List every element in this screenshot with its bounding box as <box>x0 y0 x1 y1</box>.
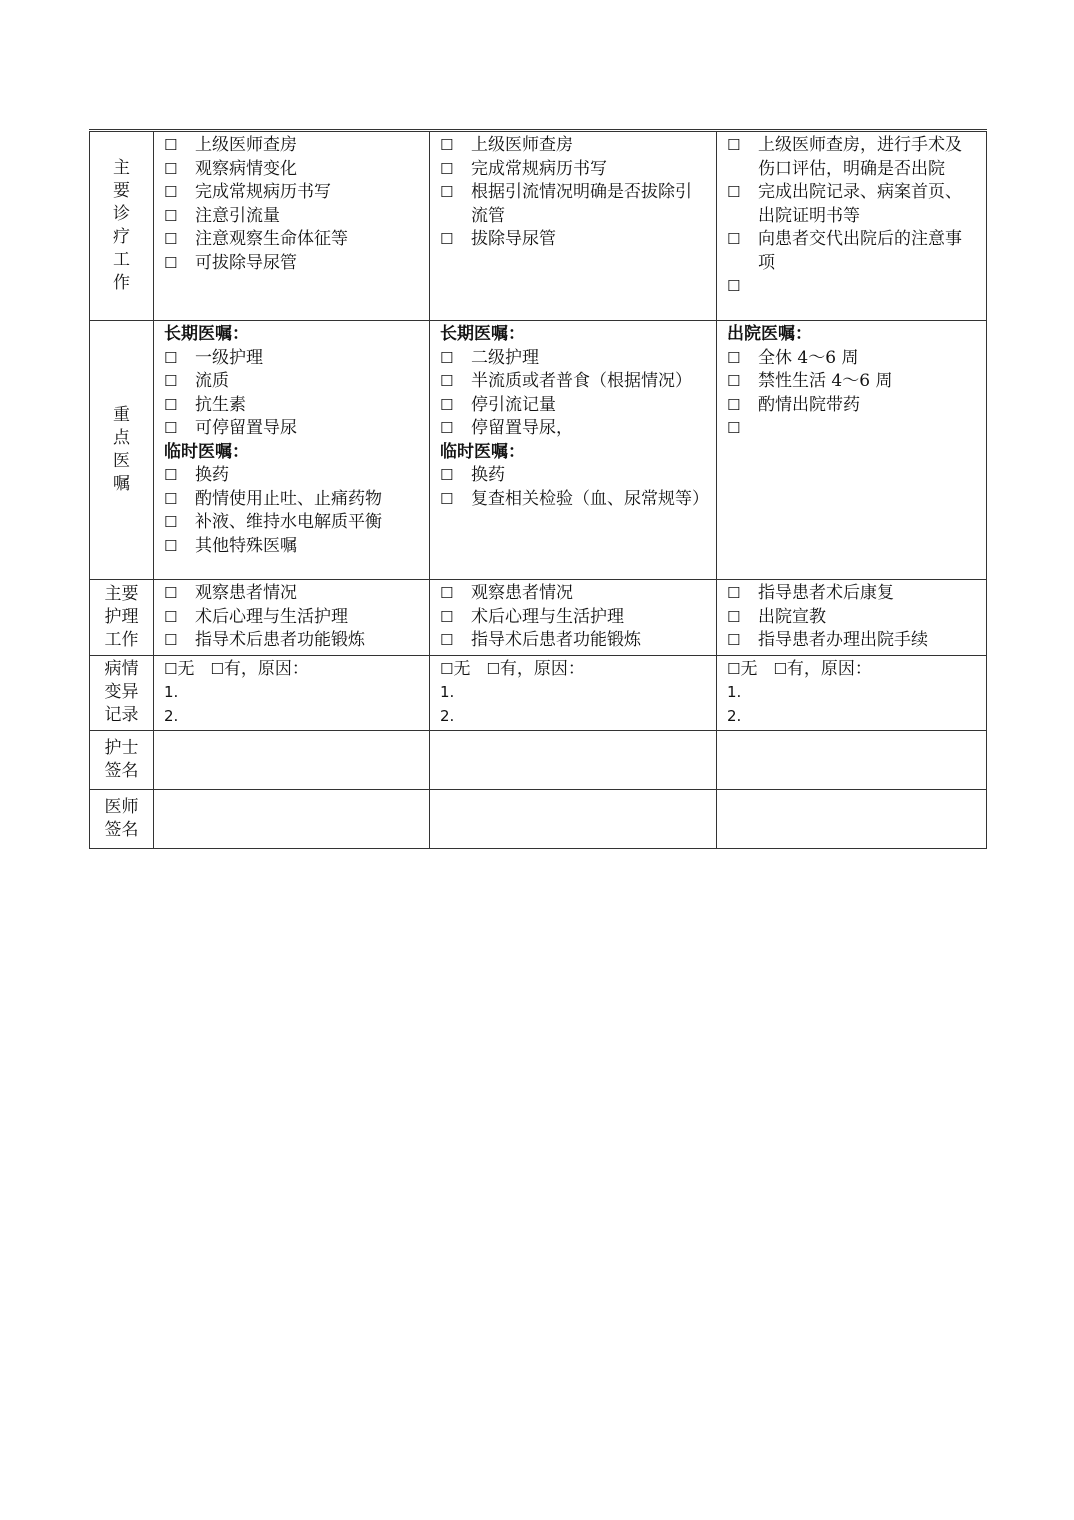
checkbox-icon[interactable]: ☐ <box>440 607 454 626</box>
checklist-item <box>727 582 978 606</box>
checklist-item-text: 注意观察生命体征等 <box>195 229 348 249</box>
checkbox-icon[interactable]: ☐ <box>164 489 178 508</box>
checklist-item-text: 换药 <box>471 465 505 485</box>
checklist-item <box>164 582 421 606</box>
row-header <box>90 321 154 580</box>
checklist-item-text: 复查相关检验（血、尿常规等） <box>471 488 709 509</box>
checklist-item <box>727 228 978 275</box>
checkbox-icon[interactable]: ☐ <box>727 584 741 602</box>
checkbox-icon[interactable]: ☐ <box>164 159 178 178</box>
checklist-item-text: 可停留置导尿 <box>195 418 297 438</box>
day-column-2 <box>430 580 717 656</box>
checklist-item-text <box>758 275 978 299</box>
checklist-item-text: 指导患者术后康复 <box>758 583 894 603</box>
checkbox-icon[interactable]: ☐ <box>727 419 741 437</box>
row-header <box>90 790 154 849</box>
checklist-item <box>440 370 708 394</box>
day-column-1 <box>154 321 430 580</box>
checklist-item-text: 一级护理 <box>195 347 263 368</box>
checkbox-icon[interactable]: ☐ <box>164 372 178 390</box>
nurse-signature-day-2[interactable] <box>430 731 717 790</box>
checkbox-icon[interactable]: ☐ <box>440 230 454 248</box>
variance-reason-2: 2. <box>727 706 742 725</box>
checkbox-icon[interactable]: ☐ <box>164 536 178 555</box>
checkbox-icon[interactable]: ☐ <box>440 159 454 178</box>
day-column-2 <box>430 321 717 580</box>
checklist-item <box>440 394 708 418</box>
checklist-item <box>727 629 978 653</box>
checklist-item <box>727 606 978 630</box>
checkbox-icon[interactable]: ☐ <box>440 584 454 602</box>
checkbox-icon[interactable]: ☐ <box>164 607 178 626</box>
day-column-3 <box>717 131 987 321</box>
checkbox-icon[interactable]: ☐ <box>486 659 500 678</box>
checklist-item-text: 指导术后患者功能锻炼 <box>195 630 365 650</box>
variance-none-label: 无 <box>177 658 195 679</box>
day-column-3 <box>717 580 987 656</box>
checklist-item <box>164 370 421 394</box>
variance-options <box>164 658 421 682</box>
checklist-item <box>440 158 708 182</box>
checklist-item-text: 观察患者情况 <box>471 583 573 603</box>
checklist-item-text: 二级护理 <box>471 347 539 368</box>
checkbox-icon[interactable]: ☐ <box>727 372 741 390</box>
variance-yes-label: 有，原因： <box>223 658 309 679</box>
checklist-item-text: 其他特殊医嘱 <box>195 535 297 556</box>
discharge-orders-list <box>727 347 978 441</box>
checklist-item <box>440 582 708 606</box>
checklist-item <box>727 275 978 299</box>
checklist-item <box>164 347 421 371</box>
checkbox-icon[interactable]: ☐ <box>440 136 454 154</box>
checklist-item-text: 完成常规病历书写 <box>471 158 607 179</box>
row-variance-record <box>90 655 987 731</box>
checkbox-icon[interactable]: ☐ <box>164 513 178 531</box>
checklist-item <box>164 629 421 653</box>
checkbox-icon[interactable]: ☐ <box>164 183 178 201</box>
checklist-item-text: 换药 <box>195 465 229 485</box>
checklist-item <box>164 511 421 535</box>
checklist-item-text: 全休 4～6 周 <box>758 347 859 368</box>
checklist-item <box>727 347 978 371</box>
checkbox-icon[interactable]: ☐ <box>164 136 178 154</box>
checkbox-icon[interactable]: ☐ <box>440 372 454 390</box>
nurse-signature-day-3[interactable] <box>717 731 987 790</box>
header-text: 护士 签名 <box>104 738 139 781</box>
variance-options <box>440 658 708 682</box>
checklist-item-text: 完成出院记录、病案首页、出院证明书等 <box>758 182 962 226</box>
header-text: 主 要 诊 疗 工 作 <box>113 158 130 293</box>
checkbox-icon[interactable]: ☐ <box>727 230 741 248</box>
checklist-item <box>440 464 708 488</box>
checkbox-icon[interactable]: ☐ <box>727 348 741 367</box>
checkbox-icon[interactable]: ☐ <box>440 659 454 678</box>
checkbox-icon[interactable]: ☐ <box>164 419 178 437</box>
long-term-orders-title: 长期医嘱： <box>440 324 525 344</box>
variance-none-label: 无 <box>453 658 471 679</box>
variance-options <box>727 658 978 682</box>
checklist-item-text: 完成常规病历书写 <box>195 182 331 202</box>
checkbox-icon[interactable]: ☐ <box>440 183 454 201</box>
checkbox-icon[interactable]: ☐ <box>727 607 741 626</box>
checklist-item-text: 观察患者情况 <box>195 583 297 603</box>
checklist-item-text: 流质 <box>195 371 229 391</box>
day-column-1 <box>154 580 430 656</box>
checklist-item-text: 补液、维持水电解质平衡 <box>195 512 382 532</box>
checklist-item-text: 上级医师查房 <box>195 135 297 155</box>
checklist-item <box>727 181 978 228</box>
row-nurse-signature <box>90 731 987 790</box>
checklist-item-text: 酌情使用止吐、止痛药物 <box>195 488 382 509</box>
checkbox-icon[interactable]: ☐ <box>727 277 741 295</box>
checklist-item <box>164 417 421 441</box>
checkbox-icon[interactable]: ☐ <box>727 136 741 154</box>
checklist-item <box>164 205 421 229</box>
checklist-item <box>164 158 421 182</box>
checklist-item-text: 上级医师查房，进行手术及伤口评估，明确是否出院 <box>758 135 962 179</box>
checkbox-icon[interactable]: ☐ <box>440 466 454 484</box>
temporary-orders-title: 临时医嘱： <box>440 441 525 462</box>
row-key-orders <box>90 321 987 580</box>
variance-yes-label: 有，原因： <box>499 658 585 679</box>
doctor-signature-day-1[interactable] <box>154 790 430 849</box>
variance-yes-label: 有，原因： <box>786 658 872 679</box>
checklist-item-text: 抗生素 <box>195 394 246 415</box>
variance-reason-2: 2. <box>440 706 455 725</box>
variance-reason-1: 1. <box>440 683 455 701</box>
checklist-item-text: 注意引流量 <box>195 205 280 226</box>
temporary-orders-list <box>164 464 421 558</box>
checklist-item <box>164 606 421 630</box>
checklist-item-text: 术后心理与生活护理 <box>195 606 348 627</box>
checklist-item <box>164 252 421 276</box>
row-main-diagnosis-work <box>90 131 987 321</box>
variance-cell-day-3 <box>717 655 987 731</box>
checklist-item <box>440 606 708 630</box>
row-header <box>90 655 154 731</box>
checkbox-icon[interactable]: ☐ <box>164 466 178 484</box>
checklist-item <box>727 394 978 418</box>
checklist-item <box>440 347 708 371</box>
checkbox-icon[interactable]: ☐ <box>164 348 178 367</box>
checkbox-icon[interactable]: ☐ <box>440 419 454 437</box>
variance-reason-1: 1. <box>727 683 742 701</box>
header-text: 病情 变异 记录 <box>104 659 139 726</box>
header-text: 医师 签名 <box>104 797 139 840</box>
variance-cell-day-2 <box>430 655 717 731</box>
checklist-item-text: 指导术后患者功能锻炼 <box>471 630 641 650</box>
row-doctor-signature <box>90 790 987 849</box>
checkbox-icon[interactable]: ☐ <box>164 659 178 678</box>
checklist-item-text: 停引流记量 <box>471 394 556 415</box>
checklist-item <box>164 394 421 418</box>
temporary-orders-title: 临时医嘱： <box>164 441 249 462</box>
long-term-orders-title: 长期医嘱： <box>164 324 249 344</box>
day-column-3 <box>717 321 987 580</box>
checkbox-icon[interactable]: ☐ <box>440 631 454 649</box>
checklist-item-text: 根据引流情况明确是否拔除引流管 <box>471 182 692 226</box>
long-term-orders-list <box>440 347 708 441</box>
row-header <box>90 580 154 656</box>
checklist-item <box>440 181 708 228</box>
checkbox-icon[interactable]: ☐ <box>210 659 224 678</box>
checklist-item-text: 禁性生活 4～6 周 <box>758 371 893 391</box>
checkbox-icon[interactable]: ☐ <box>164 206 178 225</box>
checkbox-icon[interactable]: ☐ <box>727 395 741 414</box>
checkbox-icon[interactable]: ☐ <box>164 584 178 602</box>
checklist-item <box>440 629 708 653</box>
checklist-item-text: 向患者交代出院后的注意事项 <box>758 229 962 273</box>
checklist-item <box>440 488 708 512</box>
checklist-item-text: 上级医师查房 <box>471 135 573 155</box>
variance-none-label: 无 <box>740 658 758 679</box>
temporary-orders-list <box>440 464 708 511</box>
checklist-item <box>164 488 421 512</box>
checklist-item <box>164 464 421 488</box>
checklist-item-text: 酌情出院带药 <box>758 394 860 415</box>
row-header <box>90 731 154 790</box>
checkbox-icon[interactable]: ☐ <box>773 659 787 678</box>
checkbox-icon[interactable]: ☐ <box>727 659 741 678</box>
checklist-item <box>440 228 708 252</box>
checkbox-icon[interactable]: ☐ <box>440 489 454 508</box>
variance-cell-day-1 <box>154 655 430 731</box>
checklist-item-text: 术后心理与生活护理 <box>471 606 624 627</box>
header-text: 重 点 医 嘱 <box>113 405 130 494</box>
checkbox-icon[interactable]: ☐ <box>440 395 454 414</box>
discharge-orders-title: 出院医嘱： <box>727 324 812 344</box>
day-column-2 <box>430 131 717 321</box>
header-text: 主要 护理 工作 <box>104 583 139 650</box>
checkbox-icon[interactable]: ☐ <box>164 230 178 248</box>
clinical-pathway-table <box>89 129 987 849</box>
checklist-item-text: 可拔除导尿管 <box>195 252 297 273</box>
checklist-item-text: 半流质或者普食（根据情况） <box>471 371 692 391</box>
checkbox-icon[interactable]: ☐ <box>164 395 178 414</box>
variance-reason-1: 1. <box>164 683 179 701</box>
checklist-item <box>727 417 978 441</box>
checklist-item <box>164 228 421 252</box>
doctor-signature-day-3[interactable] <box>717 790 987 849</box>
checklist-item-text: 观察病情变化 <box>195 158 297 179</box>
nurse-signature-day-1[interactable] <box>154 731 430 790</box>
checklist-item <box>164 134 421 158</box>
checkbox-icon[interactable]: ☐ <box>727 631 741 649</box>
checklist-item <box>440 134 708 158</box>
checkbox-icon[interactable]: ☐ <box>727 183 741 201</box>
checkbox-icon[interactable]: ☐ <box>440 348 454 367</box>
doctor-signature-day-2[interactable] <box>430 790 717 849</box>
checklist-item <box>164 535 421 559</box>
checklist-item <box>440 417 708 441</box>
row-main-nursing-work <box>90 580 987 656</box>
checklist-item-text: 停留置导尿， <box>471 418 573 438</box>
checklist-item-text: 出院宣教 <box>758 606 826 627</box>
row-header <box>90 131 154 321</box>
checklist-item <box>164 181 421 205</box>
checklist-item-text: 拔除导尿管 <box>471 229 556 249</box>
checklist-item <box>727 134 978 181</box>
variance-reason-2: 2. <box>164 706 179 725</box>
checkbox-icon[interactable]: ☐ <box>164 631 178 649</box>
checklist-item-text <box>758 417 978 441</box>
checklist-item-text: 指导患者办理出院手续 <box>758 630 928 650</box>
checkbox-icon[interactable]: ☐ <box>164 253 178 272</box>
checklist-item <box>727 370 978 394</box>
long-term-orders-list <box>164 347 421 441</box>
day-column-1 <box>154 131 430 321</box>
